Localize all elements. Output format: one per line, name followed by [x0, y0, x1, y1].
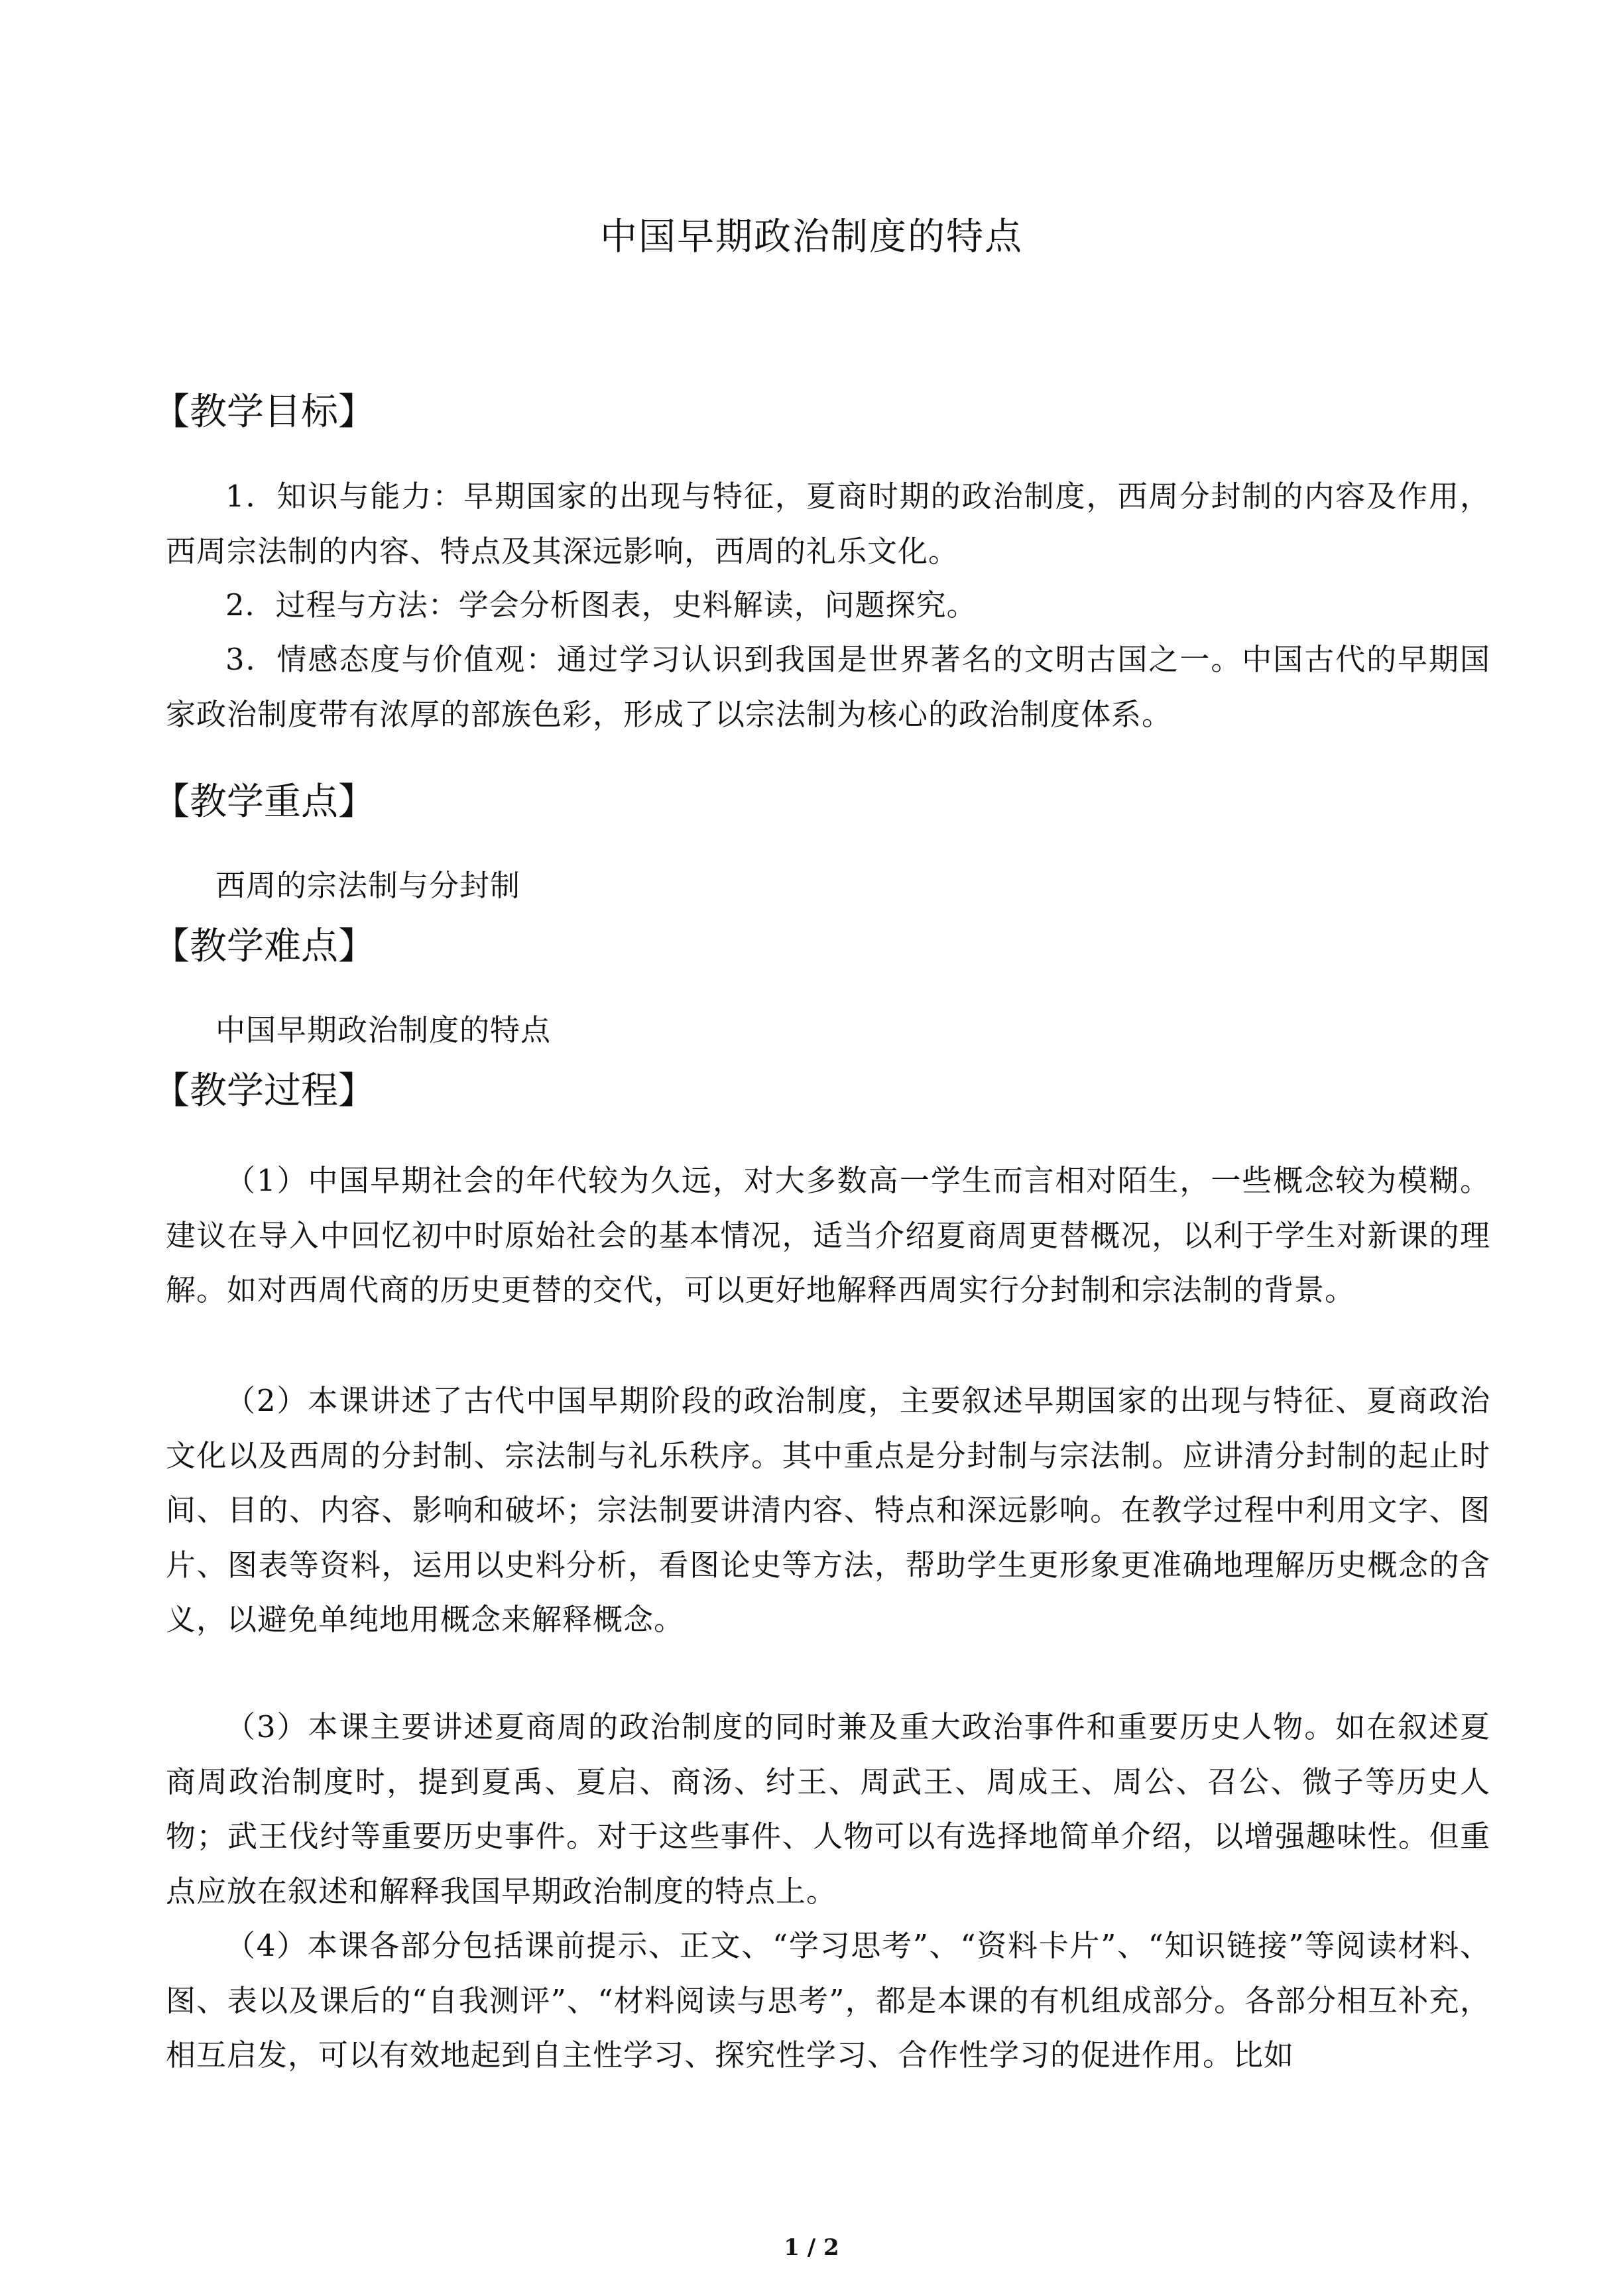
objective-item-3: 3．情感态度与价值观：通过学习认识到我国是世界著名的文明古国之一。中国古代的早期国家政治制度带有浓厚的部族色彩，形成了以宗法制为核心的政治制度体系。	[166, 642, 1490, 732]
document-title: 中国早期政治制度的特点	[600, 215, 1023, 259]
process-item-3: （3）本课主要讲述夏商周的政治制度的同时兼及重大政治事件和重要历史人物。如在叙述夏商周政治制度时，提到夏禹、夏启、商汤、纣王、周武王、周成王、周公、召公、微子等历史人物；武王伐纣等重要历史事件。对于这些事件、人物可以有选择地简单介绍，以增强趣味性。但重点应放在叙述和解释我国早期政治制度的特点上。	[166, 1709, 1490, 1909]
key-points-text: 西周的宗法制与分封制	[215, 868, 521, 903]
objectives-heading: 【教学目标】	[152, 391, 375, 434]
process-item-1: （1）中国早期社会的年代较为久远，对大多数高一学生而言相对陌生，一些概念较为模糊。建议在导入中回忆初中时原始社会的基本情况，适当介绍夏商周更替概况，以利于学生对新课的理解。如对西周代商的历史更替的交代，可以更好地解释西周实行分封制和宗法制的背景。	[166, 1163, 1490, 1307]
page-number: 1 / 2	[784, 2234, 839, 2261]
objective-item-1: 1．知识与能力：早期国家的出现与特征，夏商时期的政治制度，西周分封制的内容及作用，西周宗法制的内容、特点及其深远影响，西周的礼乐文化。	[166, 479, 1490, 569]
objective-item-2: 2．过程与方法：学会分析图表，史料解读，问题探究。	[225, 587, 977, 623]
difficulties-text: 中国早期政治制度的特点	[215, 1012, 552, 1048]
process-item-4: （4）本课各部分包括课前提示、正文、“学习思考”、“资料卡片”、“知识链接”等阅读材料、图、表以及课后的“自我测评”、“材料阅读与思考”，都是本课的有机组成部分。各部分相互补充，相互启发，可以有效地起到自主性学习、探究性学习、合作性学习的促进作用。比如	[166, 1928, 1490, 2073]
difficulties-heading: 【教学难点】	[152, 925, 375, 968]
process-item-2: （2）本课讲述了古代中国早期阶段的政治制度，主要叙述早期国家的出现与特征、夏商政治文化以及西周的分封制、宗法制与礼乐秩序。其中重点是分封制与宗法制。应讲清分封制的起止时间、目的、内容、影响和破坏；宗法制要讲清内容、特点和深远影响。在教学过程中利用文字、图片、图表等资料，运用以史料分析，看图论史等方法，帮助学生更形象更准确地理解历史概念的含义，以避免单纯地用概念来解释概念。	[166, 1383, 1490, 1637]
process-heading: 【教学过程】	[152, 1069, 375, 1113]
key-points-heading: 【教学重点】	[152, 780, 375, 823]
